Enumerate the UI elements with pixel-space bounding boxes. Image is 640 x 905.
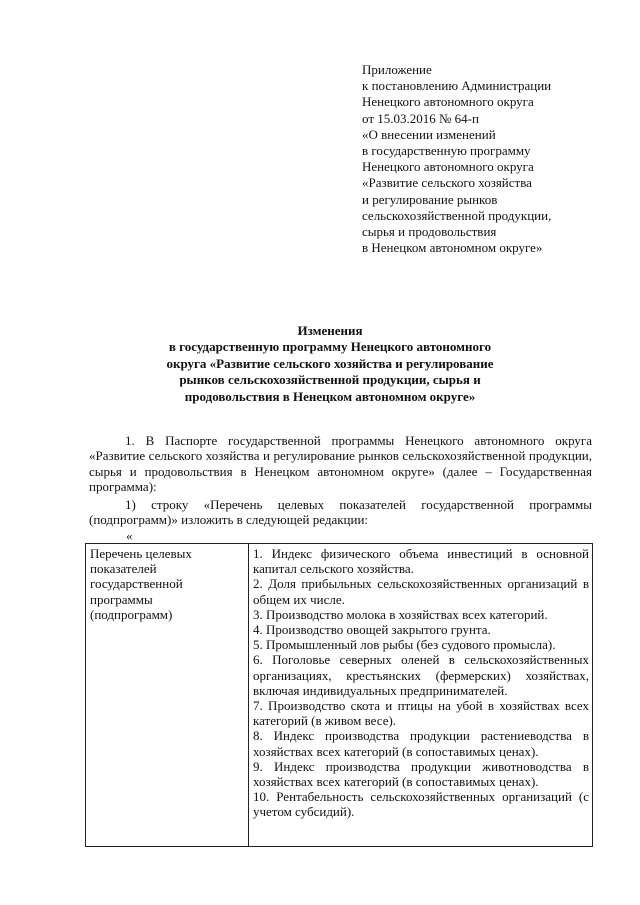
indicator-item: 4. Производство овощей закрытого грунта. <box>253 622 491 638</box>
label-line: государственной <box>90 576 183 592</box>
paragraph-passport: 1. В Паспорте государственной программы Ненецкого автономного округа «Развитие сельского хозяйства и регулирование рынков сельскохозяйственной продукции, сырья и продовольствия в Ненецком автономном округе» (далее – Государственная программа): <box>89 433 592 495</box>
opening-quote: « <box>126 528 133 543</box>
table-cell-items <box>249 544 593 847</box>
table-row <box>86 544 593 847</box>
appendix-line: Ненецкого автономного округа <box>362 94 534 110</box>
appendix-line: от 15.03.2016 № 64-п <box>362 110 479 126</box>
document-title <box>120 323 540 405</box>
indicator-item: 1. Индекс физического объема инвестиций в основной капитал сельского хозяйства. <box>253 546 589 577</box>
title-line: округа «Развитие сельского хозяйства и регулирование <box>166 355 494 371</box>
paragraph-indicators: 1) строку «Перечень целевых показателей государственной программы (подпрограмм)» изложить в следующей редакции: <box>89 497 592 528</box>
indicator-item: 2. Доля прибыльных сельскохозяйственных организаций в общем их числе. <box>253 576 589 607</box>
appendix-line: к постановлению Администрации <box>362 78 552 94</box>
label-line: показателей <box>90 561 157 577</box>
label-line: (подпрограмм) <box>90 606 173 622</box>
indicators-table <box>85 543 593 847</box>
title-line: в государственную программу Ненецкого автономного <box>168 339 492 355</box>
appendix-line: в государственную программу <box>362 143 531 159</box>
appendix-line: сельскохозяйственной продукции, <box>362 207 552 223</box>
appendix-line: Приложение <box>362 62 432 77</box>
appendix-line: Ненецкого автономного округа <box>362 159 534 175</box>
indicator-item: 7. Производство скота и птицы на убой в хозяйствах всех категорий (в живом весе). <box>253 698 589 729</box>
appendix-line: в Ненецком автономном округе» <box>362 240 543 256</box>
indicator-item: 9. Индекс производства продукции животноводства в хозяйствах всех категорий (в сопоставимых ценах). <box>253 758 589 790</box>
indicator-item: 3. Производство молока в хозяйствах всех категорий. <box>253 606 548 622</box>
appendix-line: «Развитие сельского хозяйства <box>362 175 532 191</box>
label-line: Перечень целевых <box>90 546 192 561</box>
title-line: продовольствия в Ненецком автономном округе» <box>184 388 476 404</box>
indicator-item: 8. Индекс производства продукции растениеводства в хозяйствах всех категорий (в сопоставимых ценах). <box>253 728 589 759</box>
appendix-block <box>362 62 632 256</box>
appendix-line: сырья и продовольствия <box>362 224 497 240</box>
label-line: программы <box>90 591 153 607</box>
table-cell-label <box>86 544 249 847</box>
indicator-item: 10. Рентабельность сельскохозяйственных организаций (с учетом субсидий). <box>253 789 589 820</box>
indicator-item: 6. Поголовье северных оленей в сельскохозяйственных организациях, крестьянских (фермерских) хозяйствах, включая индивидуальных предпринимателей. <box>253 652 589 698</box>
indicator-item: 5. Промышленный лов рыбы (без судового промысла). <box>253 637 556 653</box>
title-line: рынков сельскохозяйственной продукции, сырья и <box>179 372 481 388</box>
appendix-line: и регулирование рынков <box>362 191 498 207</box>
title-line: Изменения <box>297 323 363 338</box>
appendix-line: «О внесении изменений <box>362 126 496 142</box>
